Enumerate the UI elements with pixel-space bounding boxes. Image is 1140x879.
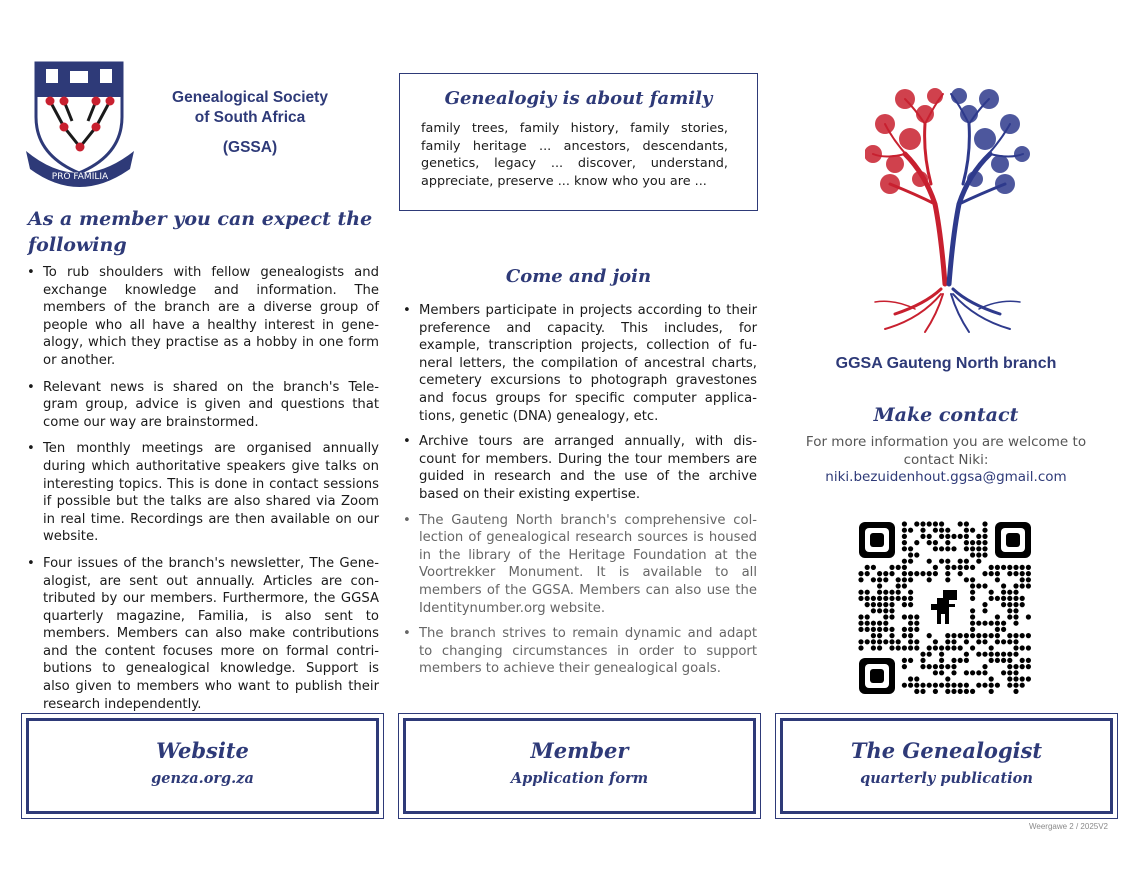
list-item: • The branch strives to remain dynamic and adapt to changing circumstances in order to support members to achieve their genealogical goals. [399,625,757,678]
qr-code [857,520,1033,696]
organisation-name [150,88,350,158]
contact-heading: Make contact [873,404,1019,426]
about-text: family trees, family history, family stories, family heritage ... ancestors, descendants, genetics, legacy ... discover, understand, appreciate, preserve ... know who you are ... [421,121,728,189]
family-tree-illustration [865,84,1030,334]
logo-motto: PRO FAMILIA [51,172,109,182]
list-item: • Archive tours are arranged annually, with dis-count for members. During the tour members are guided in research and the use of the archive based on their existing expertise. [399,433,757,503]
list-item: • To rub shoulders with fellow genealogists and exchange knowledge and information. The members of the branch are a diverse group of people who all have a healthy interest in gene-alogy, which they practise as a hobby in one form or another. [23,264,379,370]
genealogist-title: The Genealogist [850,738,1043,763]
org-name-line2: of South Africa [194,109,306,126]
website-url[interactable]: genza.org.za [151,770,254,787]
website-box[interactable] [21,713,384,819]
contact-email[interactable]: niki.bezuidenhout.ggsa@gmail.com [825,469,1067,485]
join-heading: Come and join [505,266,652,287]
list-item: • Relevant news is shared on the branch's Tele-gram group, advice is given and questions that come our way are brainstormed. [23,379,379,432]
member-benefits-heading: As a member you can expect the following [28,208,373,256]
contact-text: For more information you are welcome to contact Niki: [805,434,1087,468]
list-item: • Four issues of the branch's newsletter, The Gene-alogist, are sent out annually. Articles are con-tributed by our members. Furthermore, the GGSA quarterly magazine, Familia, is also sent to members. Members can also make contributions and the content focuses more on formal contri-butions to genealogical knowledge. Support is also given to members who want to publish their research independently. [23,555,379,713]
gssa-logo [22,55,138,195]
application-form-label: Application form [510,770,649,787]
org-abbreviation: (GSSA) [222,139,278,156]
version-code: Weergawe 2 / 2025V2 [1028,822,1108,831]
publication-subtitle: quarterly publication [860,770,1033,787]
member-title: Member [530,738,629,763]
website-title: Website [156,738,249,763]
join-list [399,302,757,686]
branch-name: GGSA Gauteng North branch [835,355,1057,372]
member-benefits-list [23,264,379,722]
list-item: • Ten monthly meetings are organised annually during which authoritative speakers give talks on interesting topics. This is done in contact sessions if possible but the talks are also shared via Zoom in real time. Recordings are then available on our website. [23,440,379,546]
list-item: • Members participate in projects according to their preference and capacity. This includes, for example, transcription projects, collection of fu-neral letters, the compilation of ancestral charts, cemetery excursions to photograph gravestones and focus groups for specific computer applica-tions, genetic (DNA) genealogy, etc. [399,302,757,425]
about-title: Genealogiy is about family [444,88,713,109]
about-family-box [399,73,758,211]
org-name-line1: Genealogical Society [172,89,328,106]
member-application-box[interactable] [398,713,761,819]
genealogist-publication-box[interactable] [775,713,1118,819]
list-item: • The Gauteng North branch's comprehensive col-lection of genealogical research sources is housed in the library of the Heritage Foundation at the Voortrekker Monument. It is available to all members of the GGSA. Members can also use the Identitynumber.org website. [399,512,757,618]
